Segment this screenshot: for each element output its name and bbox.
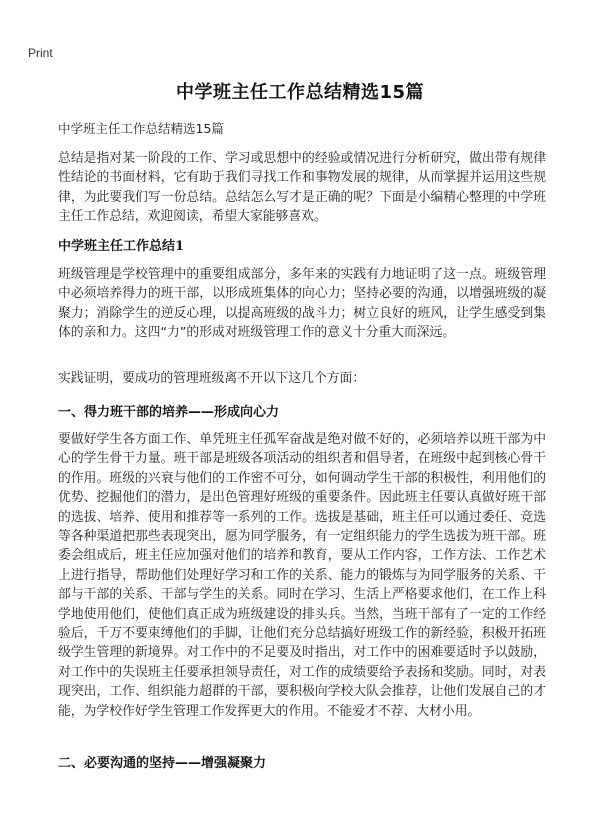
subsection-heading-2: 二、必要沟通的坚持——增强凝聚力 [58, 756, 267, 771]
intro-paragraph: 总结是指对某一阶段的工作、学习或思想中的经验或情况进行分析研究，做出带有规律性结论的书面材料，它有助于我们寻找工作和事物发展的规律，从而掌握并运用这些规律，为此要我们写一份总结。总结怎么写才是正确的呢？下面是小编精心整理的中学班主任工作总结，欢迎阅读，希望大家能够喜欢。 [58, 151, 546, 225]
section-paragraph-1: 班级管理是学校管理中的重要组成部分，多年来的实践有力地证明了这一点。班级管理中必须培养得力的班干部，以形成班集体的向心力；坚持必要的沟通，以增强班级的凝聚力；消除学生的逆反心理，以提高班级的战斗力；树立良好的班风，让学生感受到集体的亲和力。这四“力”的形成对班级管理工作的意义十分重大而深远。 [58, 267, 546, 341]
section-paragraph-2: 实践证明，要成功的管理班级离不开以下这几个方面： [58, 371, 366, 386]
document-subtitle: 中学班主任工作总结精选15篇 [58, 121, 224, 136]
subsection-paragraph-1: 要做好学生各方面工作、单凭班主任孤军奋战是绝对做不好的，必须培养以班干部为中心的学生骨干力量。班干部是班级各项活动的组织者和倡导者，在班级中起到核心骨干的作用。班级的兴衰与他们的工作密不可分，如何调动学生干部的积极性，利用他们的优势、挖掘他们的潜力，是出色管理好班级的重要条件。因此班主任要认真做好班干部的选拔、培养、使用和推荐等一系列的工作。选拔是基础，班主任可以通过委任、竞选等各种渠道把那些表现突出，愿为同学服务，有一定组织能力的学生选拔为班干部。班委会组成后，班主任应加强对他们的培养和教育，要从工作内容，工作方法、工作艺术上进行指导，帮助他们处理好学习和工作的关系、能力的锻炼与为同学服务的关系、干部与干部的关系、干部与学生的关系。同时在学习、生活上严格要求他们，在工作上科学地使用他们，使他们真正成为班级建设的排头兵。当然，当班干部有了一定的工作经验后，千万不要束缚他们的手脚，让他们充分总结搞好班级工作的新经验，积极开拓班级学生管理的新境界。对工作中的不足要及时指出，对工作中的困难要适时予以鼓励，对工作中的失误班主任要承担领导责任，对工作的成绩要给予表扬和奖励。同时，对表现突出，工作、组织能力超群的干部，要积极向学校大队会推荐，让他们发展自己的才能，为学校作好学生管理工作发挥更大的作用。不能爱才不荐、大材小用。 [58, 432, 546, 719]
section-heading: 中学班主任工作总结1 [58, 239, 185, 254]
subsection-heading-1: 一、得力班干部的培养——形成向心力 [58, 405, 280, 420]
print-label[interactable]: Print [28, 46, 53, 60]
document-title: 中学班主任工作总结精选15篇 [175, 82, 425, 103]
